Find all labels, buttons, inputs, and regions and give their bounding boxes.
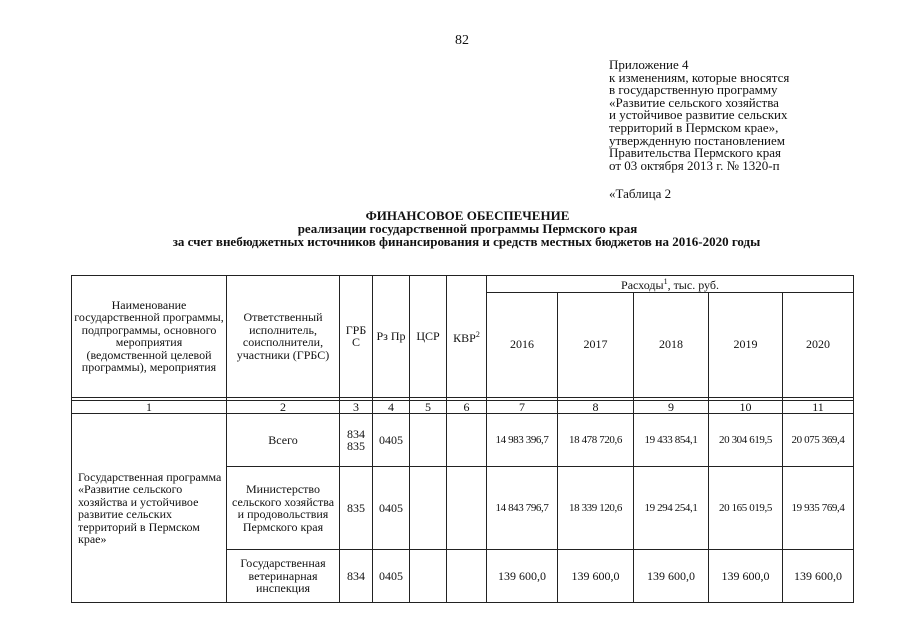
value-2020: 20 075 369,4: [783, 414, 854, 467]
value-2017: 18 339 120,6: [558, 467, 634, 550]
table-reference: «Таблица 2: [609, 186, 672, 201]
appendix-line: и устойчивое развитие сельских: [609, 107, 788, 123]
executor-cell: Всего: [227, 414, 340, 467]
csr-cell: [410, 414, 447, 467]
appendix-line: территорий в Пермском крае»,: [609, 119, 779, 135]
header-year-2018: 2018: [634, 292, 709, 397]
title-subheading: за счет внебюджетных источников финансирования и средств местных бюджетов на 2016-2020 годы: [172, 234, 761, 249]
header-year-2016: 2016: [487, 292, 558, 397]
executor-cell: Министерство сельского хозяйства и продовольствия Пермского края: [227, 467, 340, 550]
column-number-row: [72, 400, 854, 414]
header-name: Наименование государственной программы, подпрограммы, основного мероприятия (ведомственной целевой программы), мероприятия: [72, 276, 227, 398]
column-number: 7: [487, 400, 558, 414]
header-executor: Ответственный исполнитель, соисполнители, участники (ГРБС): [227, 276, 340, 398]
value-2019: 20 165 019,5: [709, 467, 783, 550]
value-2020: 139 600,0: [783, 550, 854, 603]
appendix-note: [609, 59, 899, 172]
appendix-line: Правительства Пермского края: [609, 145, 781, 161]
header-expenses-label: Расходы: [621, 278, 664, 292]
appendix-line: Приложение 4: [609, 57, 689, 72]
grbs-cell: [340, 414, 373, 467]
footnote-marker: 1: [663, 277, 668, 286]
header-grbs: ГРБ С: [340, 276, 373, 398]
kvr-cell: [447, 467, 487, 550]
kvr-cell: [447, 414, 487, 467]
grbs-value: 834: [347, 426, 365, 441]
column-number: 8: [558, 400, 634, 414]
column-number: 10: [709, 400, 783, 414]
value-2018: 19 433 854,1: [634, 414, 709, 467]
program-name: Государственная программа «Развитие сельского хозяйства и устойчивое развитие сельских территорий в Пермском крае»: [72, 414, 227, 603]
table-row: [72, 414, 854, 467]
appendix-line: к изменениям, которые вносятся: [609, 69, 790, 85]
value-2018: 139 600,0: [634, 550, 709, 603]
appendix-line: утвержденную постановлением: [609, 132, 786, 148]
grbs-cell: 834: [340, 550, 373, 603]
value-2016: 14 983 396,7: [487, 414, 558, 467]
value-2017: 18 478 720,6: [558, 414, 634, 467]
header-csr: ЦСР: [410, 276, 447, 398]
value-2017: 139 600,0: [558, 550, 634, 603]
column-number: 9: [634, 400, 709, 414]
kvr-cell: [447, 550, 487, 603]
appendix-line: «Развитие сельского хозяйства: [609, 94, 779, 110]
rzpr-cell: 0405: [373, 550, 410, 603]
csr-cell: [410, 550, 447, 603]
financing-table: [71, 275, 854, 603]
column-number: 5: [410, 400, 447, 414]
appendix-line: в государственную программу: [609, 82, 778, 98]
value-2019: 139 600,0: [709, 550, 783, 603]
column-number: 2: [227, 400, 340, 414]
header-year-2017: 2017: [558, 292, 634, 397]
value-2019: 20 304 619,5: [709, 414, 783, 467]
rzpr-cell: 0405: [373, 467, 410, 550]
header-expenses-unit: , тыс. руб.: [667, 278, 719, 292]
column-number: 11: [783, 400, 854, 414]
title-heading: ФИНАНСОВОЕ ОБЕСПЕЧЕНИЕ: [365, 208, 570, 223]
rzpr-cell: 0405: [373, 414, 410, 467]
appendix-line: от 03 октября 2013 г. № 1320-п: [609, 157, 780, 173]
header-year-2019: 2019: [709, 292, 783, 397]
column-number: 6: [447, 400, 487, 414]
grbs-value: 835: [347, 439, 365, 453]
grbs-cell: 835: [340, 467, 373, 550]
value-2016: 139 600,0: [487, 550, 558, 603]
header-rzpr: Рз Пр: [373, 276, 410, 398]
header-kvr: [447, 276, 487, 398]
document-title: [0, 209, 905, 248]
header-kvr-label: КВР: [453, 330, 476, 345]
executor-cell: Государственная ветеринарная инспекция: [227, 550, 340, 603]
value-2020: 19 935 769,4: [783, 467, 854, 550]
csr-cell: [410, 467, 447, 550]
footnote-marker: 2: [475, 329, 480, 339]
value-2016: 14 843 796,7: [487, 467, 558, 550]
column-number: 3: [340, 400, 373, 414]
value-2018: 19 294 254,1: [634, 467, 709, 550]
column-number: 4: [373, 400, 410, 414]
title-subheading: реализации государственной программы Пермского края: [297, 221, 638, 236]
header-year-2020: 2020: [783, 292, 854, 397]
column-number: 1: [72, 400, 227, 414]
header-expenses: [487, 276, 854, 293]
page-number: 82: [455, 33, 469, 48]
